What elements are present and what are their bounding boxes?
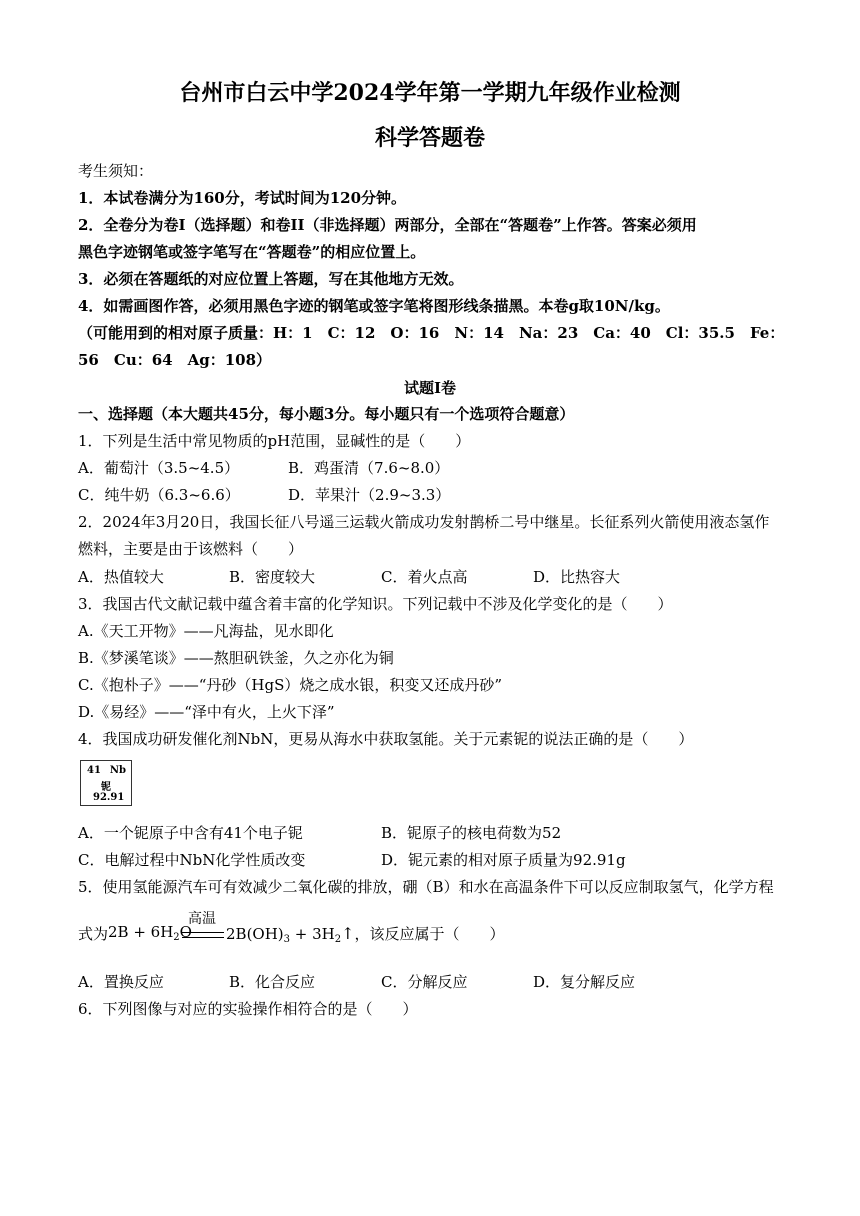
option-c: C．纯牛奶（6.3~6.6）	[78, 486, 240, 504]
question-6-stem: 6．下列图像与对应的实验操作相符合的是（ ）	[78, 1000, 418, 1018]
option-a: A．一个铌原子中含有41个电子铌	[78, 824, 303, 842]
equation-subscript: 3	[283, 934, 291, 945]
equation-suffix: ，该反应属于（ ）	[354, 925, 505, 943]
option-a: A．热值较大	[78, 568, 164, 586]
option-a: A.《天工开物》——凡海盐，见水即化	[78, 622, 334, 640]
option-a: A．葡萄汁（3.5~4.5）	[78, 459, 240, 477]
question-4-stem: 4．我国成功研发催化剂NbN，更易从海水中获取氢能。关于元素铌的说法正确的是（ ）	[78, 730, 694, 748]
atomic-mass: 92.91	[93, 792, 125, 803]
equation-right-2: + 3H	[290, 925, 335, 943]
question-5-stem: 5．使用氢能源汽车可有效减少二氧化碳的排放，硼（B）和水在高温条件下可以反应制取氢气，化学方程	[78, 878, 774, 896]
equation-right: 2B(OH)	[226, 925, 284, 943]
option-d: D．比热容大	[533, 568, 621, 586]
notice-item: 3．必须在答题纸的对应位置上答题，写在其他地方无效。	[78, 270, 464, 288]
page-title: 台州市白云中学2024学年第一学期九年级作业检测	[179, 80, 681, 106]
notice-item: 56 Cu：64 Ag：108）	[78, 351, 272, 369]
option-d: D．铌元素的相对原子质量为92.91g	[381, 851, 626, 869]
option-c: C.《抱朴子》——“丹砂（HgS）烧之成水银，积变又还成丹砂”	[78, 676, 503, 694]
option-c: C．分解反应	[381, 973, 468, 991]
option-b: B．化合反应	[229, 973, 316, 991]
equation-subscript: 2	[173, 932, 180, 943]
question-2-stem: 2．2024年3月20日，我国长征八号遥三运载火箭成功发射鹊桥二号中继星。长征系列火箭使用液态氢作	[78, 513, 770, 531]
option-b: B．鸡蛋清（7.6~8.0）	[288, 459, 450, 477]
option-d: D.《易经》——“泽中有火，上火下泽”	[78, 703, 335, 721]
atomic-number: 41	[87, 765, 101, 776]
notice-item: （可能用到的相对原子质量：H：1 C：12 O：16 N：14 Na：23 Ca：40 Cl：35.5 Fe：	[78, 324, 785, 342]
question-3-stem: 3．我国古代文献记载中蕴含着丰富的化学知识。下列记载中不涉及化学变化的是（ ）	[78, 595, 673, 613]
notice-item: 2．全卷分为卷I（选择题）和卷II（非选择题）两部分，全部在“答题卷”上作答。答案必须用	[78, 216, 697, 234]
reaction-condition: 高温	[188, 911, 216, 927]
equation-products	[226, 923, 505, 945]
equation-reactants	[108, 923, 192, 943]
element-symbol: Nb	[109, 765, 126, 776]
option-d: D．复分解反应	[533, 973, 636, 991]
option-a: A．置换反应	[78, 973, 164, 991]
gas-arrow-icon: ↑	[341, 924, 355, 943]
equation-left: 2B + 6H	[108, 923, 174, 941]
option-c: C．电解过程中NbN化学性质改变	[78, 851, 306, 869]
notice-heading: 考生须知：	[78, 162, 154, 180]
option-b: B．密度较大	[229, 568, 316, 586]
section-title: 试题I卷	[403, 379, 457, 397]
equals-sign	[182, 932, 224, 938]
option-b: B．铌原子的核电荷数为52	[381, 824, 562, 842]
notice-item: 黑色字迹钢笔或签字笔写在“答题卷”的相应位置上。	[78, 243, 426, 261]
question-1-stem: 1．下列是生活中常见物质的pH范围，显碱性的是（ ）	[78, 432, 471, 450]
element-name: 铌	[101, 782, 111, 793]
question-2-stem-cont: 燃料，主要是由于该燃料（ ）	[78, 540, 304, 558]
equation-oxygen: O	[179, 923, 192, 941]
option-d: D．苹果汁（2.9~3.3）	[288, 486, 451, 504]
notice-item: 1．本试卷满分为160分，考试时间为120分钟。	[78, 189, 407, 207]
page-subtitle: 科学答题卷	[374, 125, 485, 151]
notice-item: 4．如需画图作答，必须用黑色字迹的钢笔或签字笔将图形线条描黑。本卷g取10N/kg。	[78, 297, 670, 315]
periodic-table-cell	[80, 760, 132, 806]
equation-subscript: 2	[334, 934, 342, 945]
chemical-equation	[78, 910, 788, 950]
equation-prefix: 式为	[78, 925, 109, 943]
option-c: C．着火点高	[381, 568, 468, 586]
part-heading: 一、选择题（本大题共45分，每小题3分。每小题只有一个选项符合题意）	[78, 405, 575, 423]
option-b: B.《梦溪笔谈》——熬胆矾铁釜，久之亦化为铜	[78, 649, 394, 667]
